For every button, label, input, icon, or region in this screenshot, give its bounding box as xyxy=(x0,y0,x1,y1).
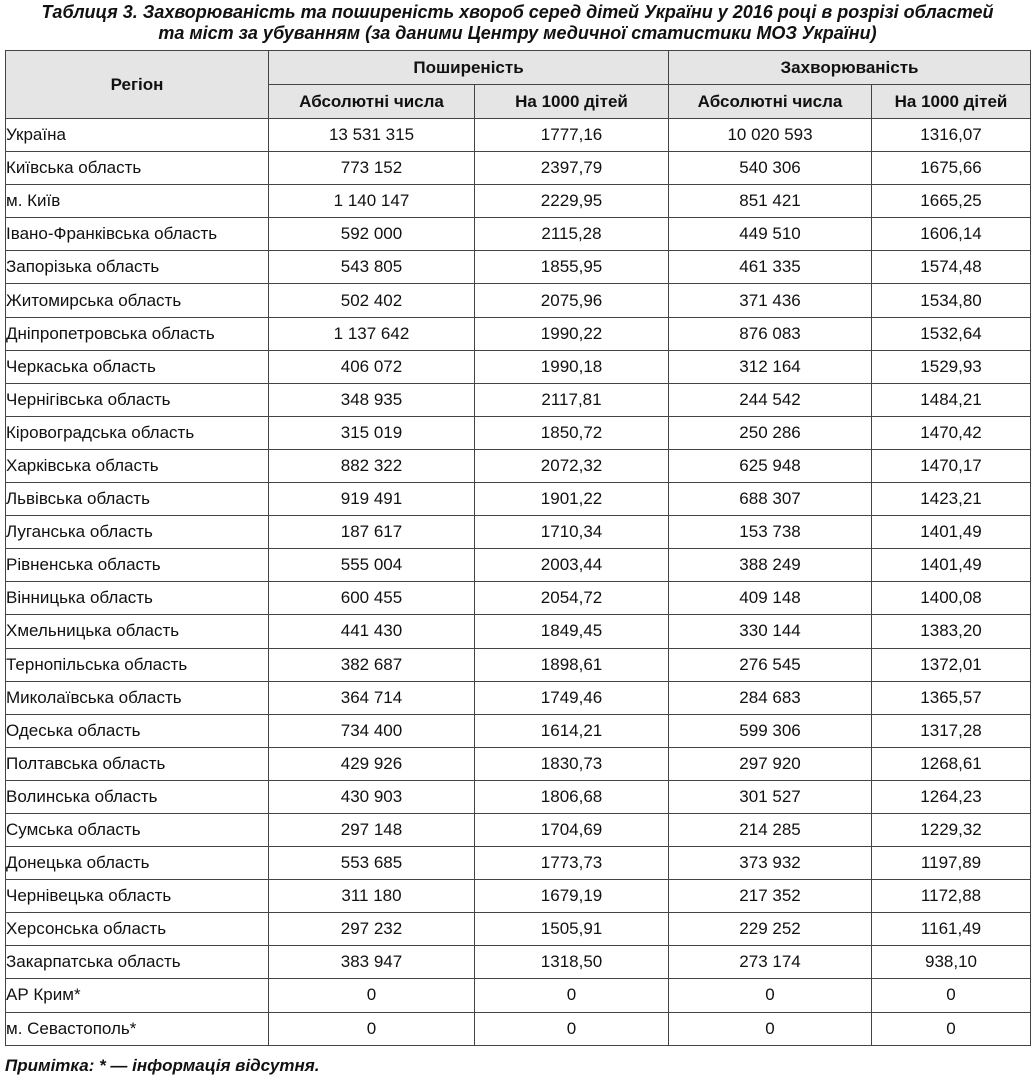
cell-region: Черкаська область xyxy=(6,350,269,383)
cell-prevalence-per-1000: 2003,44 xyxy=(475,549,669,582)
cell-incidence-absolute: 540 306 xyxy=(669,152,872,185)
table-row xyxy=(6,847,1031,880)
cell-incidence-per-1000: 1532,64 xyxy=(872,317,1031,350)
table-row xyxy=(6,648,1031,681)
cell-incidence-per-1000: 1268,61 xyxy=(872,747,1031,780)
cell-incidence-absolute: 244 542 xyxy=(669,383,872,416)
cell-region: Вінницька область xyxy=(6,582,269,615)
table-row xyxy=(6,549,1031,582)
cell-prevalence-per-1000: 1850,72 xyxy=(475,416,669,449)
header-incidence-absolute: Абсолютні числа xyxy=(669,85,872,119)
cell-prevalence-absolute: 919 491 xyxy=(269,483,475,516)
cell-prevalence-absolute: 553 685 xyxy=(269,847,475,880)
cell-incidence-absolute: 371 436 xyxy=(669,284,872,317)
cell-incidence-absolute: 153 738 xyxy=(669,516,872,549)
cell-incidence-per-1000: 1383,20 xyxy=(872,615,1031,648)
statistics-table xyxy=(5,50,1031,1046)
cell-incidence-absolute: 461 335 xyxy=(669,251,872,284)
cell-prevalence-absolute: 734 400 xyxy=(269,714,475,747)
cell-region: Миколаївська область xyxy=(6,681,269,714)
cell-prevalence-per-1000: 1777,16 xyxy=(475,119,669,152)
cell-region: Херсонська область xyxy=(6,913,269,946)
cell-incidence-absolute: 449 510 xyxy=(669,218,872,251)
cell-prevalence-per-1000: 1318,50 xyxy=(475,946,669,979)
cell-incidence-absolute: 388 249 xyxy=(669,549,872,582)
cell-prevalence-absolute: 364 714 xyxy=(269,681,475,714)
table-row xyxy=(6,1012,1031,1045)
cell-incidence-absolute: 217 352 xyxy=(669,880,872,913)
cell-incidence-per-1000: 1484,21 xyxy=(872,383,1031,416)
table-row xyxy=(6,284,1031,317)
cell-prevalence-absolute: 1 140 147 xyxy=(269,185,475,218)
cell-prevalence-per-1000: 1710,34 xyxy=(475,516,669,549)
cell-prevalence-per-1000: 1830,73 xyxy=(475,747,669,780)
table-row xyxy=(6,516,1031,549)
cell-prevalence-per-1000: 1749,46 xyxy=(475,681,669,714)
cell-prevalence-per-1000: 1898,61 xyxy=(475,648,669,681)
cell-incidence-absolute: 688 307 xyxy=(669,483,872,516)
table-row xyxy=(6,251,1031,284)
cell-incidence-absolute: 625 948 xyxy=(669,449,872,482)
cell-incidence-per-1000: 0 xyxy=(872,979,1031,1012)
cell-prevalence-absolute: 315 019 xyxy=(269,416,475,449)
table-row xyxy=(6,913,1031,946)
cell-incidence-absolute: 214 285 xyxy=(669,813,872,846)
cell-prevalence-absolute: 429 926 xyxy=(269,747,475,780)
table-footnote: Примітка: * — інформація відсутня. xyxy=(5,1056,320,1075)
cell-prevalence-per-1000: 2397,79 xyxy=(475,152,669,185)
cell-incidence-per-1000: 1229,32 xyxy=(872,813,1031,846)
cell-prevalence-absolute: 311 180 xyxy=(269,880,475,913)
cell-incidence-per-1000: 1534,80 xyxy=(872,284,1031,317)
cell-prevalence-absolute: 0 xyxy=(269,1012,475,1045)
cell-region: Хмельницька область xyxy=(6,615,269,648)
cell-prevalence-absolute: 382 687 xyxy=(269,648,475,681)
cell-region: Україна xyxy=(6,119,269,152)
cell-incidence-per-1000: 1197,89 xyxy=(872,847,1031,880)
cell-incidence-absolute: 301 527 xyxy=(669,780,872,813)
header-prevalence-absolute: Абсолютні числа xyxy=(269,85,475,119)
cell-prevalence-per-1000: 0 xyxy=(475,1012,669,1045)
cell-region: Запорізька область xyxy=(6,251,269,284)
cell-incidence-per-1000: 0 xyxy=(872,1012,1031,1045)
cell-incidence-per-1000: 1606,14 xyxy=(872,218,1031,251)
cell-region: Одеська область xyxy=(6,714,269,747)
cell-incidence-per-1000: 1365,57 xyxy=(872,681,1031,714)
cell-incidence-absolute: 297 920 xyxy=(669,747,872,780)
cell-region: м. Севастополь* xyxy=(6,1012,269,1045)
cell-incidence-absolute: 599 306 xyxy=(669,714,872,747)
cell-prevalence-per-1000: 1990,22 xyxy=(475,317,669,350)
table-row xyxy=(6,317,1031,350)
cell-incidence-per-1000: 1401,49 xyxy=(872,549,1031,582)
cell-region: Полтавська область xyxy=(6,747,269,780)
cell-incidence-per-1000: 1401,49 xyxy=(872,516,1031,549)
table-row xyxy=(6,979,1031,1012)
table-row xyxy=(6,946,1031,979)
cell-region: Сумська область xyxy=(6,813,269,846)
table-title-line-2: та міст за убуванням (за даними Центру медичної статистики МОЗ України) xyxy=(158,23,877,43)
table-row xyxy=(6,681,1031,714)
cell-incidence-absolute: 10 020 593 xyxy=(669,119,872,152)
cell-region: Івано-Франківська область xyxy=(6,218,269,251)
cell-region: Закарпатська область xyxy=(6,946,269,979)
cell-incidence-absolute: 409 148 xyxy=(669,582,872,615)
table-title xyxy=(0,2,1035,44)
table-row xyxy=(6,813,1031,846)
table-body xyxy=(6,119,1031,1046)
cell-prevalence-per-1000: 1773,73 xyxy=(475,847,669,880)
cell-region: АР Крим* xyxy=(6,979,269,1012)
cell-region: Кіровоградська область xyxy=(6,416,269,449)
table-row xyxy=(6,747,1031,780)
header-row-groups xyxy=(6,51,1031,85)
cell-incidence-per-1000: 1675,66 xyxy=(872,152,1031,185)
cell-incidence-per-1000: 1423,21 xyxy=(872,483,1031,516)
table-row xyxy=(6,218,1031,251)
cell-incidence-per-1000: 1316,07 xyxy=(872,119,1031,152)
header-prevalence-per-1000: На 1000 дітей xyxy=(475,85,669,119)
cell-region: Донецька область xyxy=(6,847,269,880)
cell-incidence-per-1000: 1372,01 xyxy=(872,648,1031,681)
table-row xyxy=(6,582,1031,615)
cell-incidence-absolute: 851 421 xyxy=(669,185,872,218)
cell-prevalence-absolute: 383 947 xyxy=(269,946,475,979)
cell-incidence-per-1000: 1161,49 xyxy=(872,913,1031,946)
cell-prevalence-per-1000: 2072,32 xyxy=(475,449,669,482)
cell-prevalence-absolute: 406 072 xyxy=(269,350,475,383)
table-title-line-1: Таблиця 3. Захворюваність та поширеність хвороб серед дітей України у 2016 році в розрізі областей xyxy=(41,2,994,22)
table-row xyxy=(6,615,1031,648)
table-row xyxy=(6,449,1031,482)
cell-prevalence-absolute: 297 232 xyxy=(269,913,475,946)
cell-prevalence-absolute: 773 152 xyxy=(269,152,475,185)
cell-region: м. Київ xyxy=(6,185,269,218)
table-row xyxy=(6,383,1031,416)
table-row xyxy=(6,483,1031,516)
cell-incidence-per-1000: 1317,28 xyxy=(872,714,1031,747)
cell-prevalence-per-1000: 1614,21 xyxy=(475,714,669,747)
table-row xyxy=(6,780,1031,813)
cell-region: Волинська область xyxy=(6,780,269,813)
cell-prevalence-per-1000: 1901,22 xyxy=(475,483,669,516)
cell-incidence-absolute: 373 932 xyxy=(669,847,872,880)
cell-region: Тернопільська область xyxy=(6,648,269,681)
cell-region: Дніпропетровська область xyxy=(6,317,269,350)
cell-prevalence-absolute: 13 531 315 xyxy=(269,119,475,152)
cell-prevalence-absolute: 502 402 xyxy=(269,284,475,317)
cell-prevalence-absolute: 600 455 xyxy=(269,582,475,615)
cell-prevalence-per-1000: 1990,18 xyxy=(475,350,669,383)
cell-prevalence-per-1000: 2117,81 xyxy=(475,383,669,416)
cell-prevalence-per-1000: 2075,96 xyxy=(475,284,669,317)
table-row xyxy=(6,416,1031,449)
cell-incidence-per-1000: 1264,23 xyxy=(872,780,1031,813)
cell-prevalence-absolute: 441 430 xyxy=(269,615,475,648)
table-row xyxy=(6,185,1031,218)
cell-incidence-absolute: 276 545 xyxy=(669,648,872,681)
cell-incidence-per-1000: 938,10 xyxy=(872,946,1031,979)
cell-prevalence-per-1000: 1704,69 xyxy=(475,813,669,846)
table-row xyxy=(6,880,1031,913)
cell-prevalence-per-1000: 1505,91 xyxy=(475,913,669,946)
cell-prevalence-absolute: 187 617 xyxy=(269,516,475,549)
table-row xyxy=(6,350,1031,383)
cell-region: Житомирська область xyxy=(6,284,269,317)
cell-prevalence-absolute: 430 903 xyxy=(269,780,475,813)
table-row xyxy=(6,714,1031,747)
cell-prevalence-absolute: 882 322 xyxy=(269,449,475,482)
table-header xyxy=(6,51,1031,119)
header-group-incidence: Захворюваність xyxy=(669,51,1031,85)
table-row xyxy=(6,119,1031,152)
cell-incidence-absolute: 229 252 xyxy=(669,913,872,946)
cell-region: Чернігівська область xyxy=(6,383,269,416)
cell-prevalence-absolute: 555 004 xyxy=(269,549,475,582)
cell-incidence-absolute: 312 164 xyxy=(669,350,872,383)
cell-incidence-absolute: 876 083 xyxy=(669,317,872,350)
cell-region: Рівненська область xyxy=(6,549,269,582)
cell-prevalence-per-1000: 2054,72 xyxy=(475,582,669,615)
cell-incidence-per-1000: 1400,08 xyxy=(872,582,1031,615)
cell-incidence-per-1000: 1665,25 xyxy=(872,185,1031,218)
cell-prevalence-per-1000: 0 xyxy=(475,979,669,1012)
cell-incidence-per-1000: 1172,88 xyxy=(872,880,1031,913)
cell-prevalence-per-1000: 1806,68 xyxy=(475,780,669,813)
cell-region: Львівська область xyxy=(6,483,269,516)
cell-region: Харківська область xyxy=(6,449,269,482)
header-incidence-per-1000: На 1000 дітей xyxy=(872,85,1031,119)
cell-region: Київська область xyxy=(6,152,269,185)
cell-prevalence-per-1000: 1849,45 xyxy=(475,615,669,648)
cell-prevalence-per-1000: 1855,95 xyxy=(475,251,669,284)
cell-incidence-per-1000: 1470,42 xyxy=(872,416,1031,449)
cell-incidence-per-1000: 1529,93 xyxy=(872,350,1031,383)
cell-prevalence-absolute: 592 000 xyxy=(269,218,475,251)
cell-incidence-absolute: 273 174 xyxy=(669,946,872,979)
cell-incidence-per-1000: 1574,48 xyxy=(872,251,1031,284)
cell-incidence-absolute: 284 683 xyxy=(669,681,872,714)
cell-region: Луганська область xyxy=(6,516,269,549)
cell-prevalence-absolute: 0 xyxy=(269,979,475,1012)
cell-incidence-absolute: 0 xyxy=(669,1012,872,1045)
cell-prevalence-per-1000: 2229,95 xyxy=(475,185,669,218)
cell-incidence-absolute: 250 286 xyxy=(669,416,872,449)
cell-prevalence-absolute: 297 148 xyxy=(269,813,475,846)
cell-incidence-absolute: 330 144 xyxy=(669,615,872,648)
cell-prevalence-absolute: 1 137 642 xyxy=(269,317,475,350)
cell-prevalence-per-1000: 2115,28 xyxy=(475,218,669,251)
table-row xyxy=(6,152,1031,185)
header-region: Регіон xyxy=(6,51,269,119)
header-group-prevalence: Поширеність xyxy=(269,51,669,85)
cell-region: Чернівецька область xyxy=(6,880,269,913)
cell-prevalence-per-1000: 1679,19 xyxy=(475,880,669,913)
cell-prevalence-absolute: 543 805 xyxy=(269,251,475,284)
cell-incidence-absolute: 0 xyxy=(669,979,872,1012)
cell-prevalence-absolute: 348 935 xyxy=(269,383,475,416)
cell-incidence-per-1000: 1470,17 xyxy=(872,449,1031,482)
